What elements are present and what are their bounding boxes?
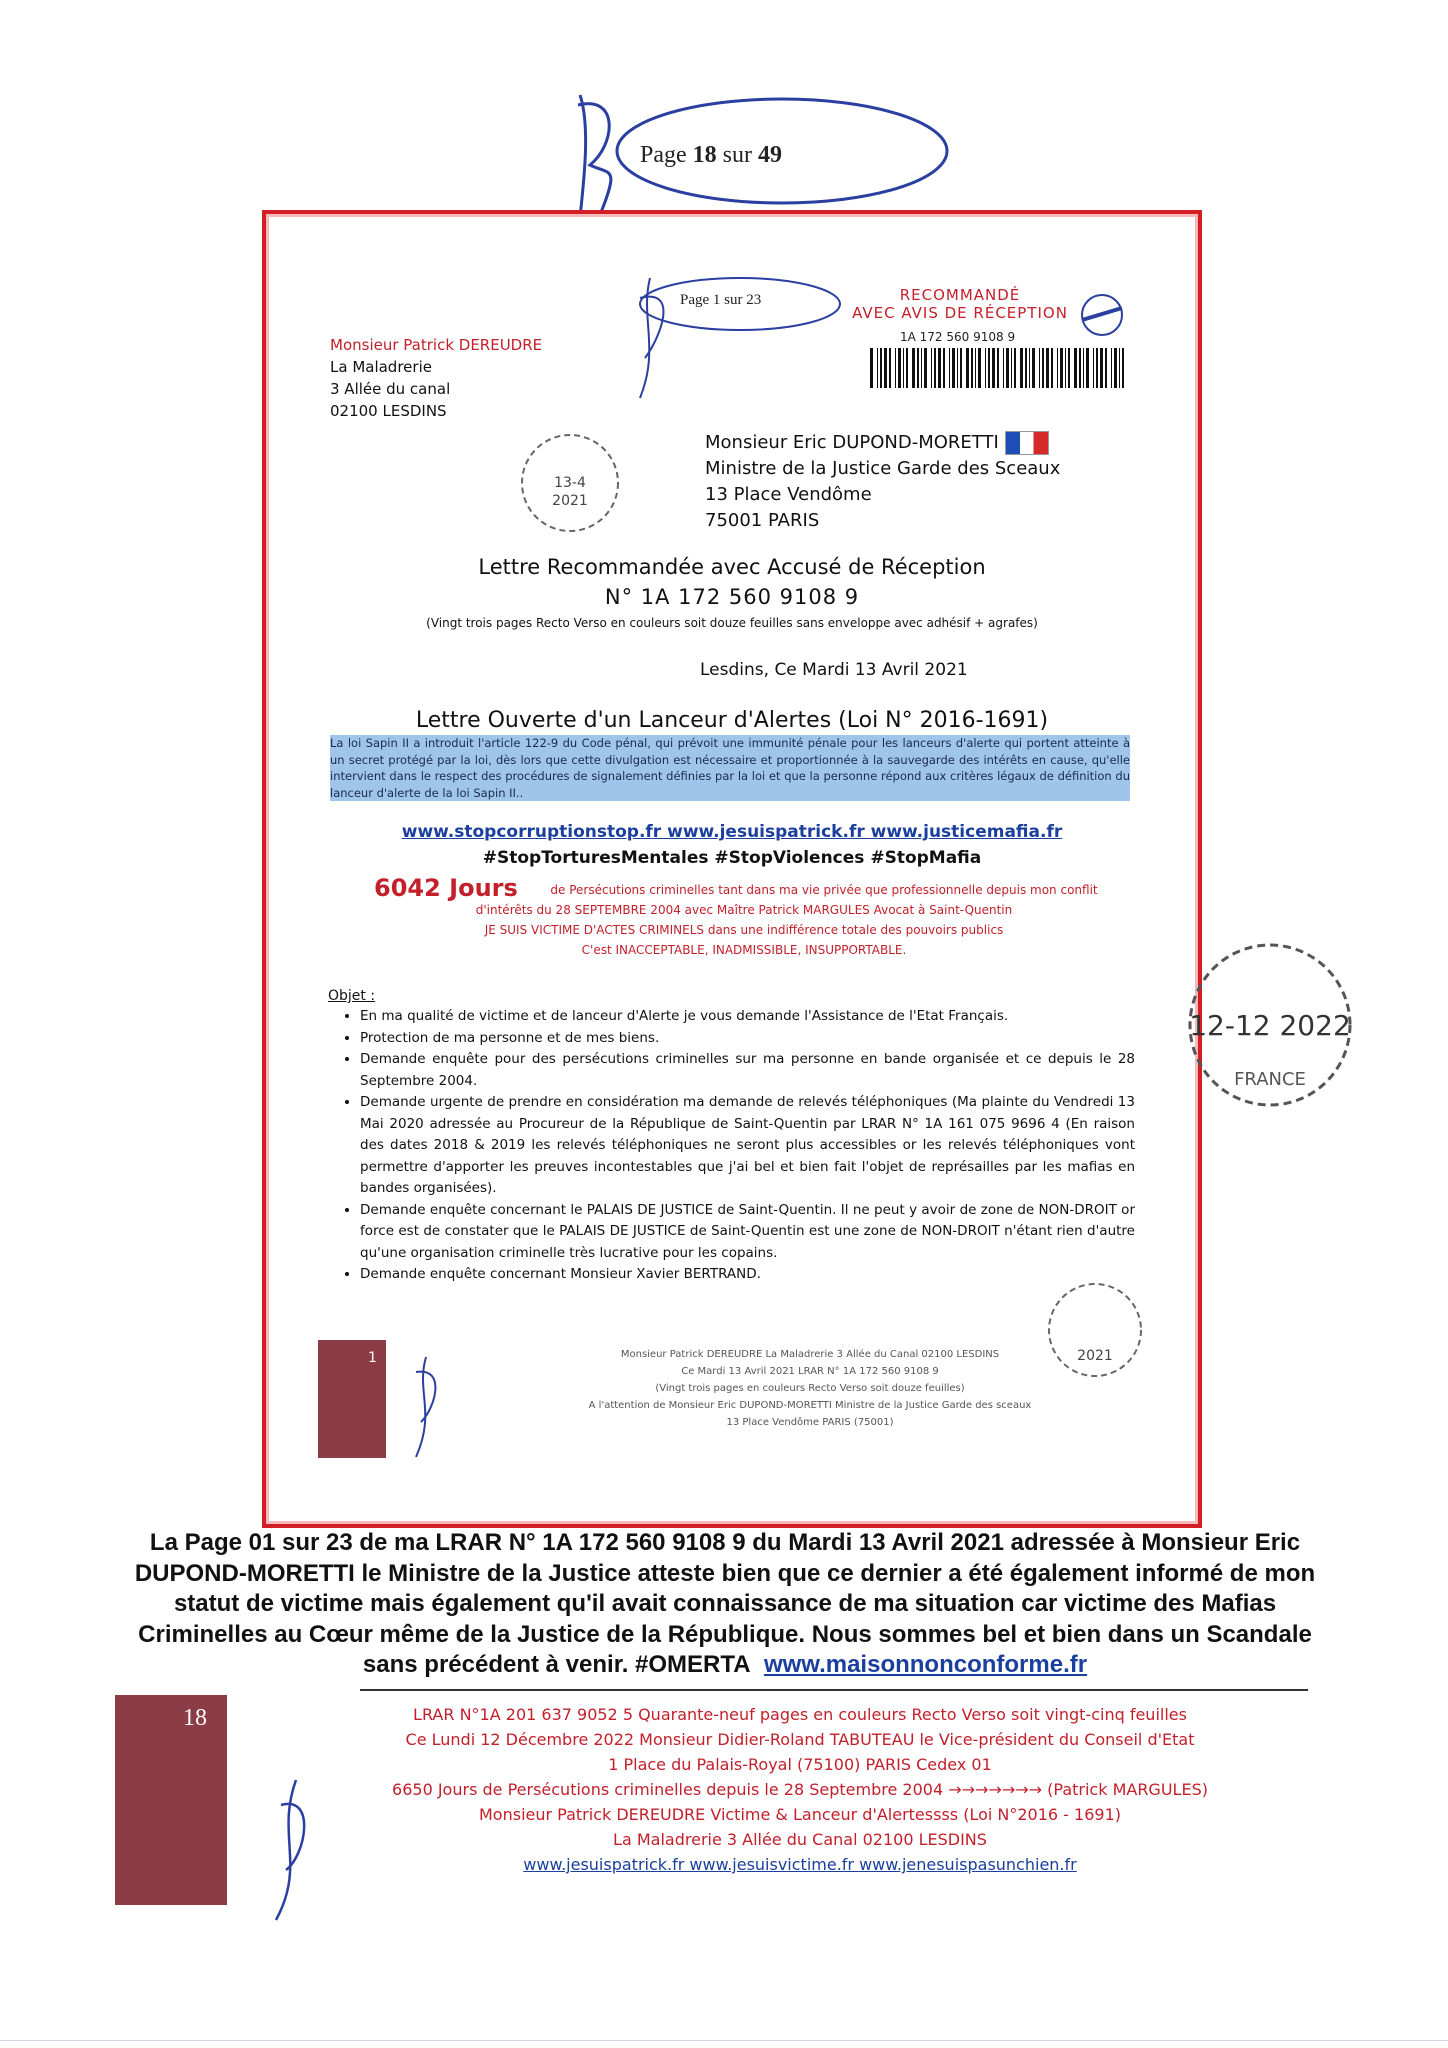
inner-footer-number: 1: [368, 1350, 377, 1366]
inner-footer-line: (Vingt trois pages en couleurs Recto Verso soit douze feuilles): [655, 1383, 965, 1394]
svg-text:2021: 2021: [552, 493, 588, 509]
footer-line: La Maladrerie 3 Allée du Canal 02100 LESDINS: [613, 1830, 987, 1849]
addressee-block: [705, 430, 1060, 534]
page-counter-prefix: Page: [640, 142, 693, 168]
addressee-line-1: Monsieur Eric DUPOND-MORETTI: [705, 432, 999, 453]
jours-text: [374, 880, 1114, 960]
footer-line: 1 Place du Palais-Royal (75100) PARIS Cedex 01: [608, 1755, 992, 1774]
page-counter: [640, 142, 782, 169]
lr-number: N° 1A 172 560 9108 9: [604, 585, 860, 609]
objet-item: • En ma qualité de victime et de lanceur d'Alerte je vous demande l'Assistance de l'Etat Français.: [360, 1006, 1135, 1028]
page-number: 18: [183, 1705, 207, 1731]
inner-links[interactable]: www.stopcorruptionstop.fr www.jesuispatrick.fr www.justicemafia.fr: [401, 822, 1063, 842]
footer-links[interactable]: www.jesuispatrick.fr www.jesuisvictime.fr www.jenesuispasunchien.fr: [523, 1855, 1077, 1874]
sapin-law-text: La loi Sapin II a introduit l'article 122-9 du Code pénal, qui prévoit une immunité pénale pour les lanceurs d'alerte qui portent atteinte à un secret protégé par la loi, dès lors que cette divulgation est nécessaire et proportionnée à la sauvegarde des intérêts en cause, qu'elle intervient dans le respect des procédures de signalement définies par la loi et que la personne répond aux critères légaux de définition du lanceur d'alerte de la loi Sapin II..: [330, 736, 1130, 800]
recommande-logo-icon: [1072, 290, 1132, 340]
footer-lines: [300, 1702, 1300, 1877]
objet-item: • Demande enquête concernant le PALAIS DE JUSTICE de Saint-Quentin. Il ne peut y avoir de zone de NON-DROIT or force est de constater que le PALAIS DE JUSTICE de Saint-Quentin est une zone de NON-DROIT n'étant rien d'autre qu'une organisation criminelle très lucrative pour les copains.: [360, 1200, 1135, 1265]
open-letter-title: Lettre Ouverte d'un Lanceur d'Alertes (Loi N° 2016-1691): [415, 708, 1049, 733]
svg-text:2021: 2021: [1077, 1348, 1113, 1364]
inner-footer-line: 13 Place Vendôme PARIS (75001): [726, 1417, 894, 1428]
objet-list: [338, 1006, 1135, 1286]
page-edge: [0, 2040, 1448, 2041]
inner-page-label: Page 1 sur 23: [680, 292, 762, 308]
footer-line: LRAR N°1A 201 637 9052 5 Quarante-neuf pages en couleurs Recto Verso soit vingt-cinq feuilles: [413, 1705, 1187, 1724]
lr-title: Lettre Recommandée avec Accusé de Réception: [478, 555, 986, 579]
sender-name: Patrick DEREUDRE: [403, 336, 543, 354]
stamp-date-day: 12-12 2022: [1189, 1009, 1351, 1042]
recommande-title: [845, 286, 1075, 322]
svg-text:13-4: 13-4: [554, 475, 586, 491]
footer-line: Monsieur Patrick DEREUDRE Victime & Lanceur d'Alertessss (Loi N°2016 - 1691): [479, 1805, 1121, 1824]
sender-line-3: 3 Allée du canal: [330, 380, 451, 398]
recommande-line-1: RECOMMANDÉ: [899, 286, 1021, 304]
inner-footer-line: Monsieur Patrick DEREUDRE La Maladrerie 3 Allée du Canal 02100 LESDINS: [620, 1349, 1000, 1360]
stamp-country: FRANCE: [1234, 1069, 1306, 1090]
jours-line-3: JE SUIS VICTIME D'ACTES CRIMINELS dans une indifférence totale des pouvoirs publics: [484, 923, 1004, 937]
addressee-line-4: 75001 PARIS: [705, 510, 820, 531]
sender-block: [330, 334, 542, 422]
jours-line-1: de Persécutions criminelles tant dans ma vie privée que professionnelle depuis mon conflit: [550, 883, 1098, 897]
inner-footer-lines: [520, 1346, 1100, 1431]
postal-stamp-icon: [505, 425, 635, 540]
page-number-box: [115, 1695, 227, 1905]
recommande-line-2: AVEC AVIS DE RÉCEPTION: [852, 304, 1068, 322]
page-counter-sep: sur: [716, 142, 758, 168]
barcode-icon: [870, 348, 1130, 388]
page-counter-current: 18: [692, 142, 717, 168]
page-counter-total: 49: [758, 142, 782, 168]
summary-text: La Page 01 sur 23 de ma LRAR N° 1A 172 560 9108 9 du Mardi 13 Avril 2021 adressée à Monsieur Eric DUPOND-MORETTI le Ministre de la Justice atteste bien que ce dernier a été également informé de mon statut de victime mais également qu'il avait connaissance de ma situation car victime des Mafias Criminelles au Cœur même de la Justice de la République. Nous sommes bel et bien dans un Scandale sans précédent à venir. #OMERTA: [134, 1529, 1316, 1678]
footer-line: 6650 Jours de Persécutions criminelles depuis le 28 Septembre 2004 →→→→→→→ (Patrick MARGULES): [392, 1780, 1208, 1799]
inner-footer-line: Ce Mardi 13 Avril 2021 LRAR N° 1A 172 560 9108 9: [681, 1366, 939, 1377]
tracking-number: 1A 172 560 9108 9: [900, 330, 1016, 344]
inner-footer-line: A l'attention de Monsieur Eric DUPOND-MORETTI Ministre de la Justice Garde des sceaux: [588, 1400, 1032, 1411]
letter-date: Lesdins, Ce Mardi 13 Avril 2021: [700, 660, 968, 680]
inner-footer-page-box: [318, 1340, 386, 1458]
lr-note: (Vingt trois pages Recto Verso en couleurs soit douze feuilles sans enveloppe avec adhésif + agrafes): [426, 616, 1038, 630]
jours-count: 6042 Jours: [374, 874, 518, 902]
summary-link[interactable]: www.maisonnonconforme.fr: [763, 1651, 1088, 1678]
jours-line-2: d'intérêts du 28 SEPTEMBRE 2004 avec Maître Patrick MARGULES Avocat à Saint-Quentin: [475, 903, 1013, 917]
objet-item: • Demande urgente de prendre en considération ma demande de relevés téléphoniques (Ma plainte du Vendredi 13 Mai 2020 adressée au Procureur de la République de Saint-Quentin par LRAR N° 1A 161 075 9696 4 (En raison des dates 2018 & 2019 les relevés téléphoniques ne seront plus accessibles or les relevés téléphoniques vont permettre d'apporter les preuves incontestables que j'ai bel et bien fait l'objet de représailles par les mafias en bandes organisées).: [360, 1092, 1135, 1200]
french-flag-icon: [1005, 431, 1049, 455]
addressee-line-2: Ministre de la Justice Garde des Sceaux: [705, 458, 1061, 479]
objet-item: • Demande enquête pour des persécutions criminelles sur ma personne en bande organisée et ce depuis le 28 Septembre 2004.: [360, 1049, 1135, 1092]
signature-inner-footer: [396, 1352, 456, 1462]
objet-item: • Protection de ma personne et de mes biens.: [360, 1028, 1135, 1050]
jours-line-4: C'est INACCEPTABLE, INADMISSIBLE, INSUPPORTABLE.: [581, 943, 907, 957]
sender-line-2: La Maladrerie: [330, 358, 432, 376]
signature-inner: [620, 268, 840, 408]
footer-line: Ce Lundi 12 Décembre 2022 Monsieur Didier-Roland TABUTEAU le Vice-président du Conseil d'Etat: [405, 1730, 1195, 1749]
addressee-line-3: 13 Place Vendôme: [705, 484, 872, 505]
divider: [360, 1689, 1308, 1691]
sender-title: Monsieur: [330, 336, 399, 354]
objet-label: Objet :: [328, 988, 376, 1004]
postal-stamp-icon: [1180, 935, 1360, 1115]
sender-line-4: 02100 LESDINS: [330, 402, 447, 420]
objet-item: • Demande enquête concernant Monsieur Xavier BERTRAND.: [360, 1264, 1135, 1286]
summary-paragraph: [120, 1528, 1330, 1681]
inner-hashtags: #StopTorturesMentales #StopViolences #StopMafia: [482, 848, 982, 868]
